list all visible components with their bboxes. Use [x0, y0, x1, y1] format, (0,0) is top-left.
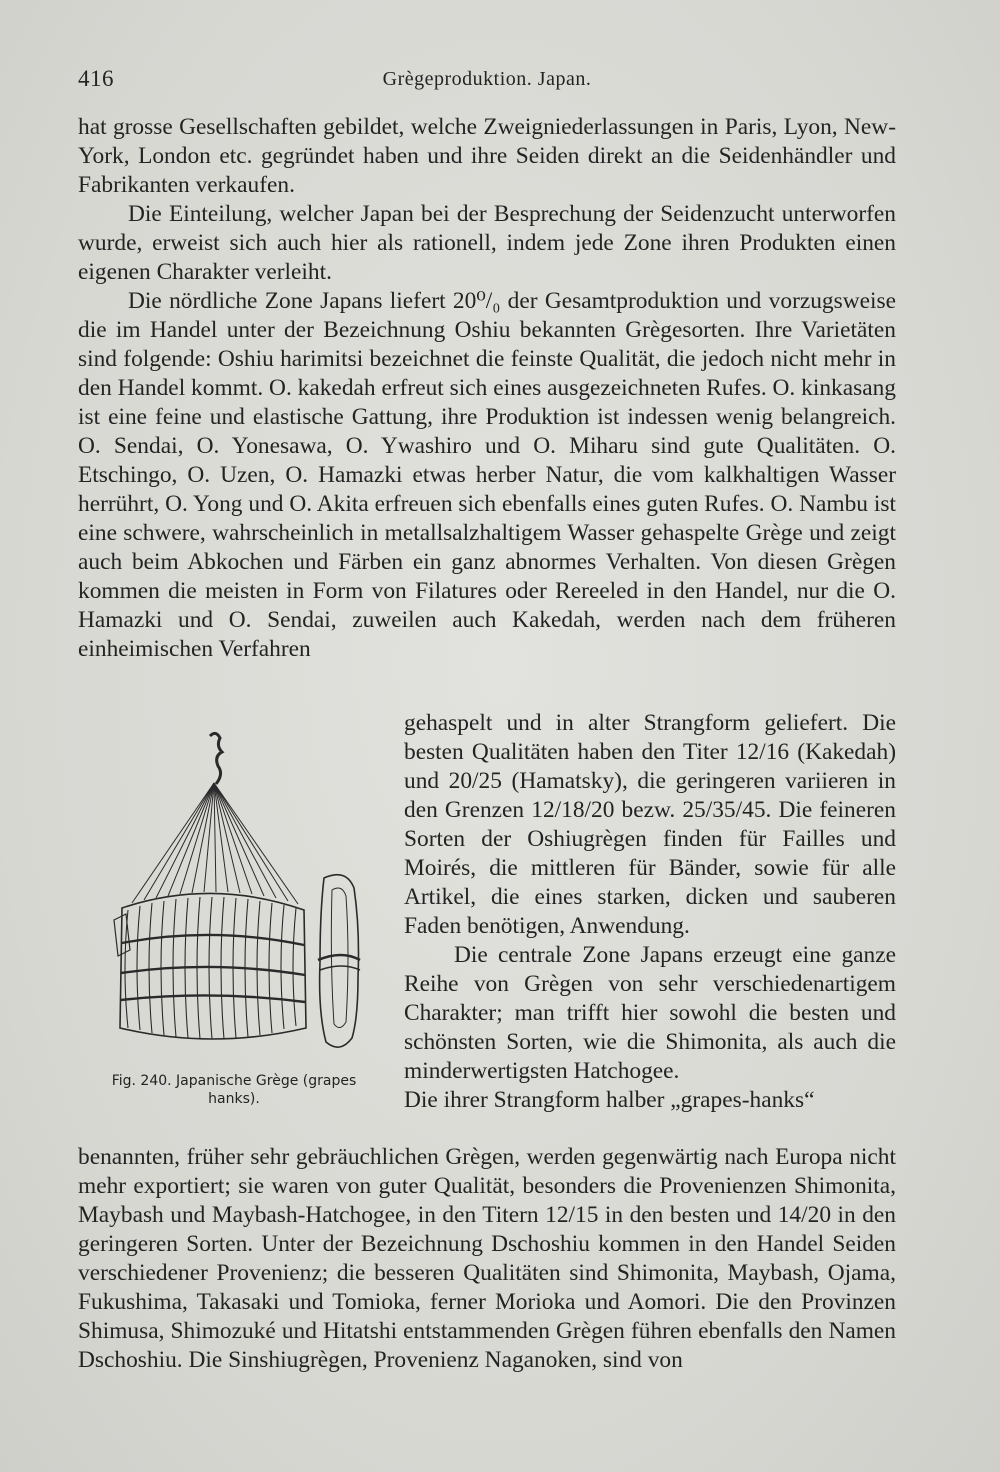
- paragraph: Die ihrer Strangform halber „grapes-hanks“: [404, 1087, 815, 1113]
- caption-line: Fig. 240. Japanische Grège (grapes: [111, 1073, 357, 1089]
- body-text-beside-figure: [404, 709, 896, 1115]
- page-header: [78, 62, 896, 94]
- paragraph: benannten, früher sehr gebräuchlichen Grègen, werden gegenwärtig nach Europa nicht mehr exportiert; sie waren von guter Qualität, besonders die Provenienzen Shimonita, Maybash und Maybash-Hatchogee, in den Titern 12/15 in den besten und 14/20 in den geringeren Sorten. Unter der Bezeichnung Dschoshiu kommen in den Handel Seiden verschiedener Provenienz; die besseren Qualitäten sind Shimonita, Maybash, Ojama, Fukushima, Takasaki und Tomioka, ferner Morioka und Aomori. Die den Provinzen Shimusa, Shimozuké und Hitatshi entstammenden Grègen führen ebenfalls den Namen Dschoshiu. Die Sinshiugrègen, Provenienz Naganoken, sind von: [78, 1144, 896, 1373]
- figure-caption: [84, 1072, 384, 1108]
- paragraph: Die centrale Zone Japans erzeugt eine ganze Reihe von Grègen von sehr verschiedenartigem Charakter; man trifft hier sowohl die besten und schönsten Sorten, wie die Shimonita, als auch die minderwertigsten Hatchogee.: [404, 942, 896, 1084]
- body-text-lower: [78, 1143, 896, 1375]
- paragraph: Die Einteilung, welcher Japan bei der Besprechung der Seidenzucht unterworfen wurde, erweist sich auch hier als rationell, indem jede Zone ihren Produkten einen eigenen Charakter verleiht.: [78, 201, 896, 285]
- grege-hank-illustration: [92, 728, 382, 1068]
- paragraph: Die nördliche Zone Japans liefert 20⁰/₀ der Gesamtproduktion und vorzugsweise die im Handel unter der Bezeichnung Oshiu bekannten Grègesorten. Ihre Varietäten sind folgende: Oshiu harimitsi bezeichnet die feinste Qualität, die jedoch nicht mehr in den Handel kommt. O. kakedah erfreut sich eines ausgezeichneten Rufes. O. kinkasang ist eine feine und elastische Gattung, ihre Produktion ist indessen wenig belangreich. O. Sendai, O. Yonesawa, O. Ywashiro und O. Miharu sind gute Qualitäten. O. Etschingo, O. Uzen, O. Hamazki etwas herber Natur, die vom kalkhaltigen Wasser herrührt, O. Yong und O. Akita erfreuen sich ebenfalls eines guten Rufes. O. Nambu ist eine schwere, wahrscheinlich in metallsalzhaltigem Wasser gehaspelte Grège und zeigt auch beim Abkochen und Färben ein ganz abnormes Verhalten. Von diesen Grègen kommen die meisten in Form von Filatures oder Rereeled in den Handel, nur die O. Hamazki und O. Sendai, zuweilen auch Kakedah, werden nach dem früheren einheimischen Verfahren: [78, 288, 896, 662]
- figure-grapes-hanks: [82, 728, 382, 1108]
- caption-line: hanks).: [208, 1091, 260, 1107]
- paragraph: gehaspelt und in alter Strangform geliefert. Die besten Qualitäten haben den Titer 12/16 (Kakedah) und 20/25 (Hamatsky), die geringeren variieren in den Grenzen 12/18/20 bezw. 25/35/45. Die feineren Sorten der Oshiugrègen finden für Failles und Moirés, die mittleren für Bänder, sowie für alle Artikel, die eines starken, dicken und sauberen Faden benötigen, Anwendung.: [404, 710, 896, 939]
- running-title: Grègeproduktion. Japan.: [382, 68, 592, 90]
- body-text-upper: [78, 113, 896, 664]
- paragraph: hat grosse Gesellschaften gebildet, welche Zweigniederlassungen in Paris, Lyon, New-York, London etc. gegründet haben und ihre Seiden direkt an die Seidenhändler und Fabrikanten verkaufen.: [78, 114, 896, 198]
- page-number: 416: [78, 66, 114, 91]
